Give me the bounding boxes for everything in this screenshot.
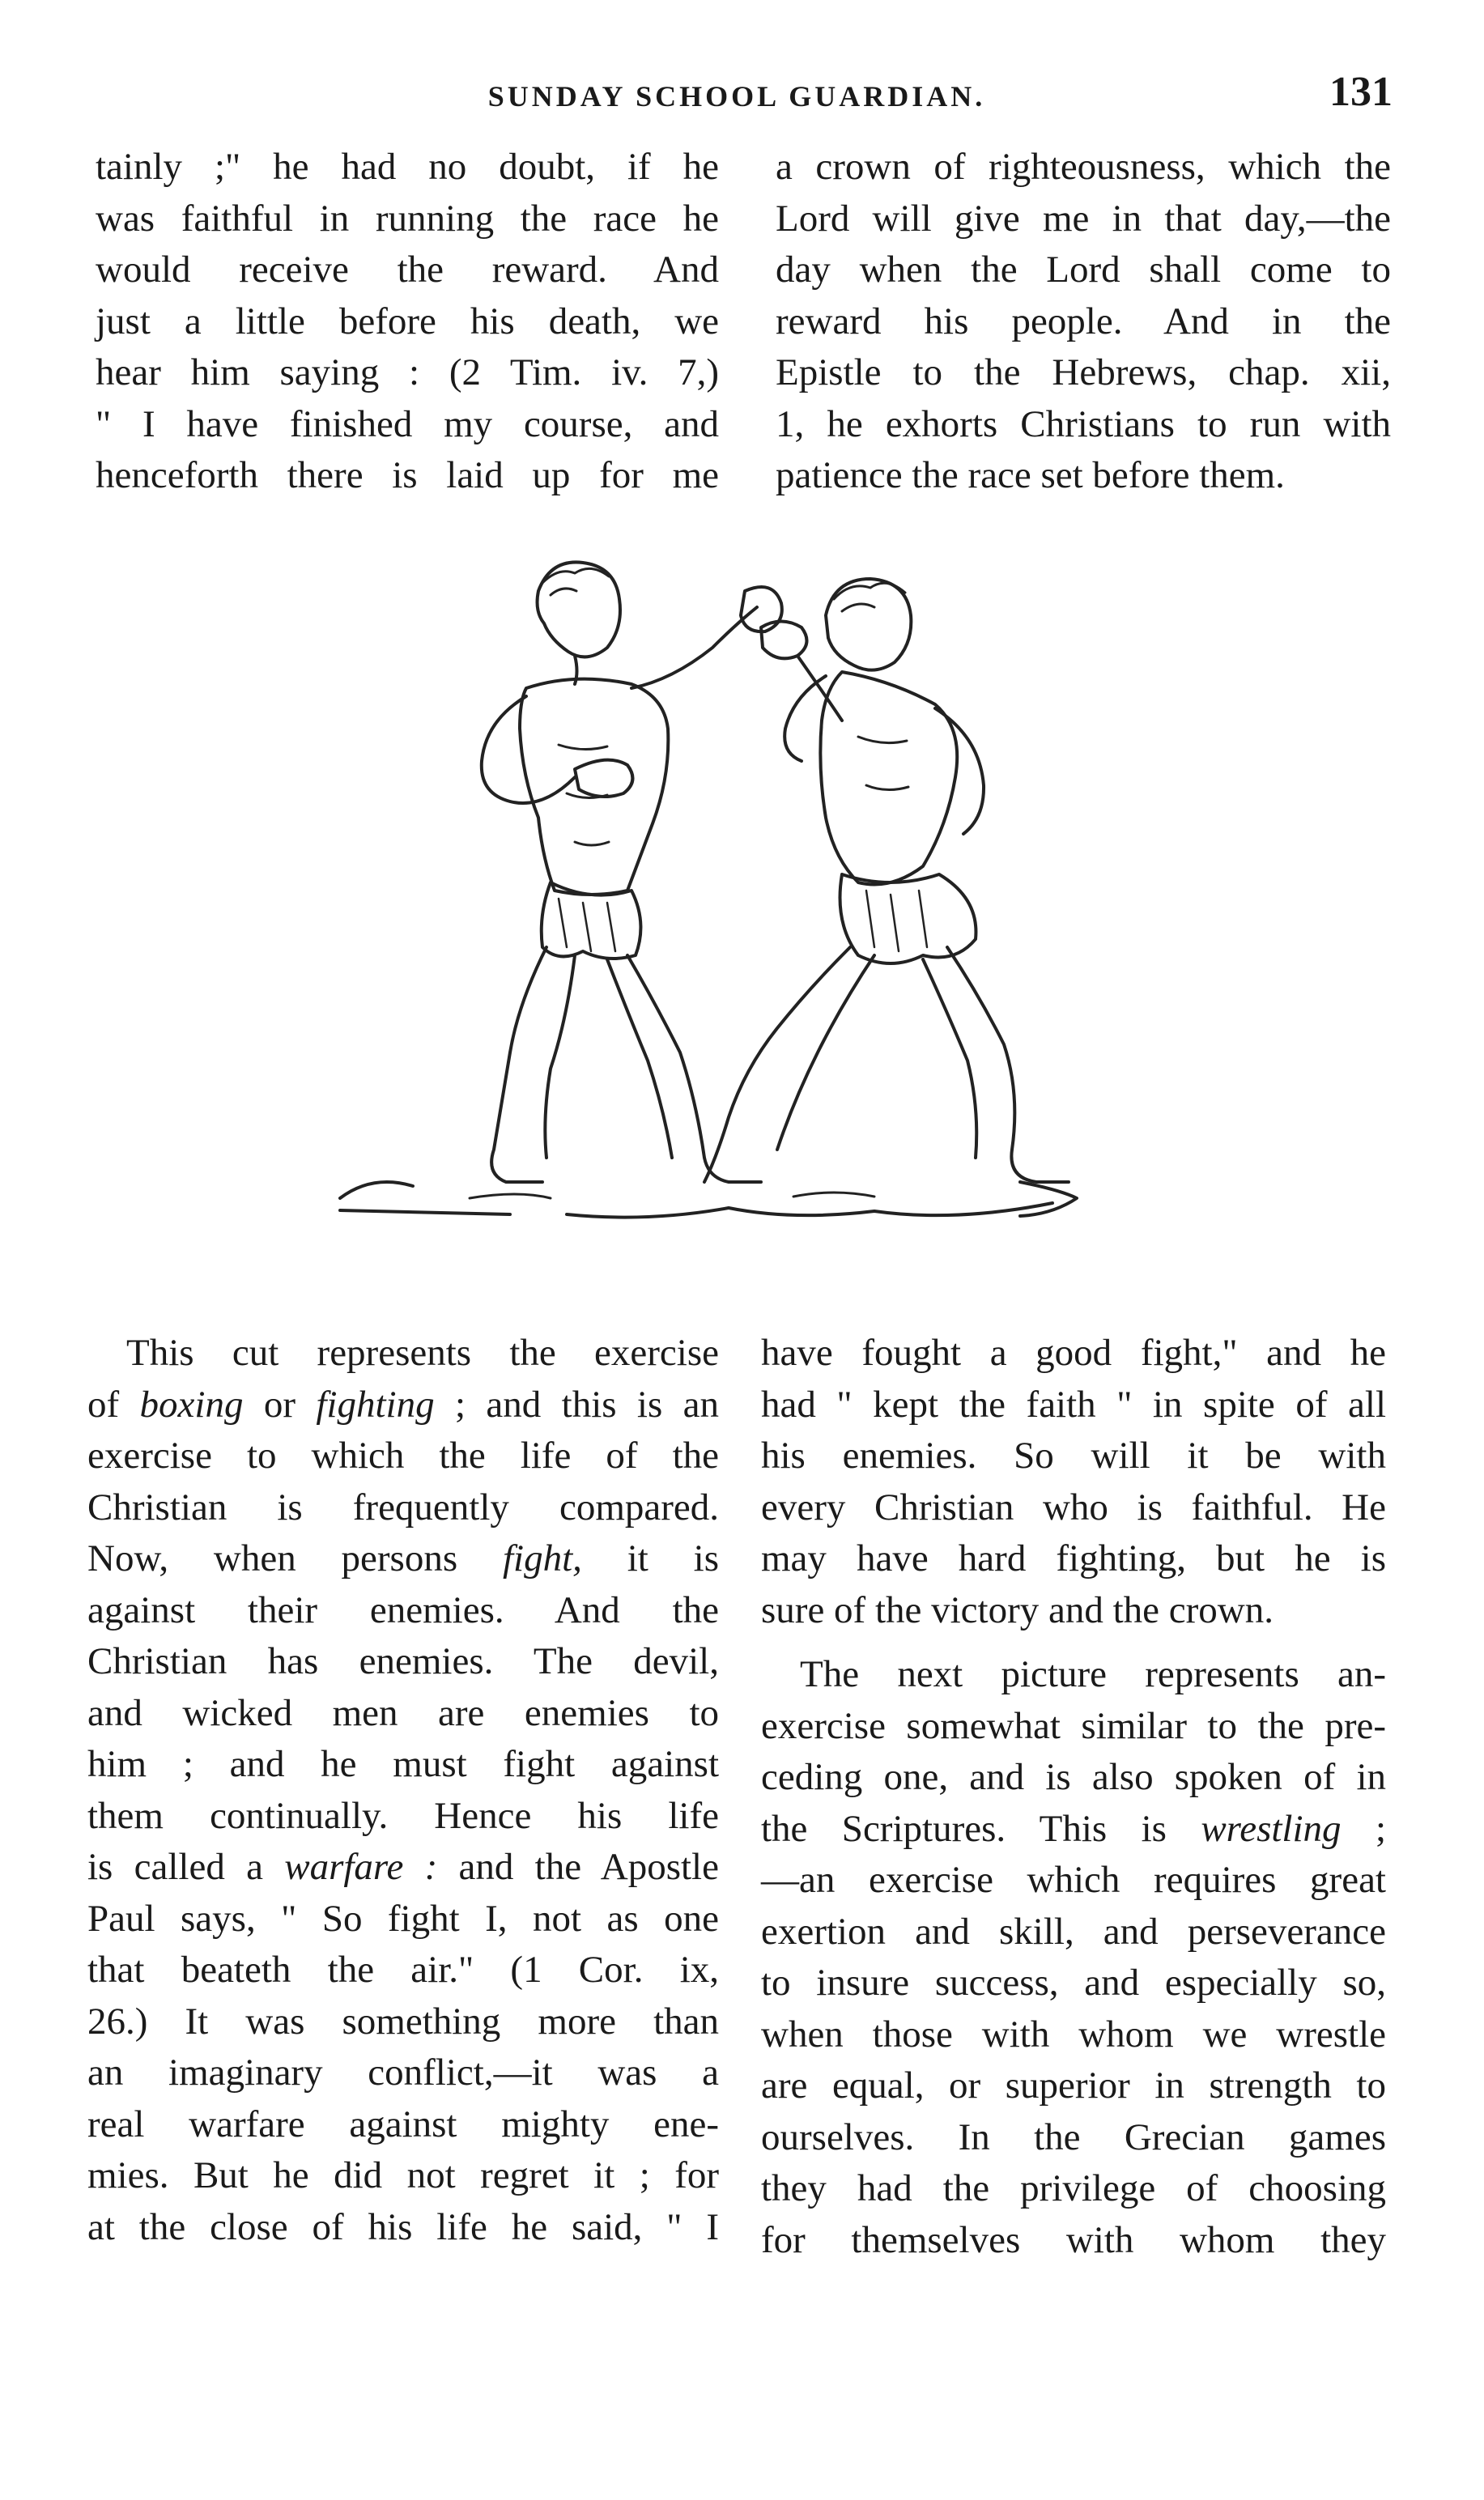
text-line: have fought a good fight," and he (761, 1332, 1386, 1374)
text-line: exercise to which the life of the (87, 1435, 719, 1477)
text-line: ceding one, and is also spoken of in (761, 1756, 1386, 1798)
text-run: ; and this is an (434, 1383, 719, 1426)
boxers-engraving-icon (308, 534, 1166, 1279)
text-line: reward his people. And in the (776, 300, 1391, 342)
text-line: henceforth there is laid up for me (96, 454, 719, 496)
italic-run: fighting (316, 1383, 435, 1426)
text-run: Now, when persons (87, 1537, 503, 1580)
text-line: and wicked men are enemies to (87, 1691, 719, 1734)
text-line: them continually. Hence his life (87, 1794, 719, 1837)
text-line: real warfare against mighty ene- (87, 2102, 719, 2145)
text-line: " I have finished my course, and (96, 402, 719, 445)
text-line: when those with whom we wrestle (761, 2013, 1386, 2056)
text-line: they had the privilege of choosing (761, 2167, 1386, 2209)
text-line: Christian has enemies. The devil, (87, 1640, 719, 1682)
text-line: sure of the victory and the crown. (761, 1588, 1274, 1631)
top-left-column (96, 142, 719, 502)
text-line: 26.) It was something more than (87, 2000, 719, 2043)
text-line: Paul says, " So fight I, not as one (87, 1897, 719, 1940)
text-line: every Christian who is faithful. He (761, 1486, 1386, 1528)
top-right-column (776, 142, 1391, 502)
text-line: at the close of his life he said, " I (87, 2205, 719, 2248)
text-line: patience the race set before them. (776, 454, 1285, 496)
text-line: him ; and he must fight against (87, 1743, 719, 1785)
text-line: tainly ;" he had no doubt, if he (96, 146, 719, 188)
running-head (81, 65, 1393, 130)
text-line: for themselves with whom they (761, 2218, 1386, 2261)
text-run: it is (581, 1537, 719, 1580)
text-line: an imaginary conflict,—it was a (87, 2051, 719, 2094)
text-line: day when the Lord shall come to (776, 249, 1391, 291)
italic-run: wrestling (1201, 1807, 1342, 1850)
text-line (87, 1380, 719, 1431)
text-line: may have hard fighting, but he is (761, 1537, 1386, 1580)
text-line: to insure success, and especially so, (761, 1962, 1386, 2004)
text-line: hear him saying : (2 Tim. iv. 7,) (96, 351, 719, 393)
text-line: Epistle to the Hebrews, chap. xii, (776, 351, 1391, 393)
text-run: is called a (87, 1846, 285, 1888)
text-line: 1, he exhorts Christians to run with (776, 402, 1391, 445)
text-line: Lord will give me in that day,—the (776, 197, 1391, 240)
text-line: are equal, or superior in strength to (761, 2064, 1386, 2107)
text-line: Christian is frequently compared. (87, 1486, 719, 1528)
text-line: ourselves. In the Grecian games (761, 2115, 1386, 2158)
text-run: the Scriptures. This is (761, 1807, 1201, 1850)
text-line: The next picture represents an- (800, 1653, 1386, 1695)
text-run: ; (1341, 1807, 1387, 1850)
text-line: This cut represents the exercise (126, 1332, 719, 1374)
text-line: exercise somewhat similar to the pre- (761, 1704, 1386, 1747)
text-line: just a little before his death, we (96, 300, 719, 342)
text-line (87, 1533, 719, 1585)
text-line: against their enemies. And the (87, 1588, 719, 1631)
text-run: and the Apostle (437, 1846, 719, 1888)
text-line: mies. But he did not regret it ; for (87, 2154, 719, 2196)
italic-run: fight, (502, 1537, 582, 1580)
text-line: was faithful in running the race he (96, 197, 719, 240)
text-line: a crown of righteousness, which the (776, 146, 1391, 188)
page-number: 131 (1329, 69, 1393, 115)
text-run: or (243, 1383, 317, 1426)
text-line: had " kept the faith " in spite of all (761, 1383, 1386, 1426)
running-title: SUNDAY SCHOOL GUARDIAN. (487, 80, 986, 113)
text-line: that beateth the air." (1 Cor. ix, (87, 1949, 719, 1991)
text-line: would receive the reward. And (96, 249, 719, 291)
italic-run: boxing (139, 1383, 244, 1426)
bottom-right-column (761, 1328, 1386, 2266)
bottom-left-column (87, 1328, 719, 2253)
text-line: his enemies. So will it be with (761, 1435, 1386, 1477)
text-line (761, 1804, 1386, 1856)
text-line: exertion and skill, and perseverance (761, 1910, 1386, 1953)
text-line (87, 1842, 719, 1894)
text-line: —an exercise which requires great (761, 1859, 1386, 1901)
italic-run: warfare : (284, 1846, 438, 1888)
text-run: of (87, 1383, 140, 1426)
